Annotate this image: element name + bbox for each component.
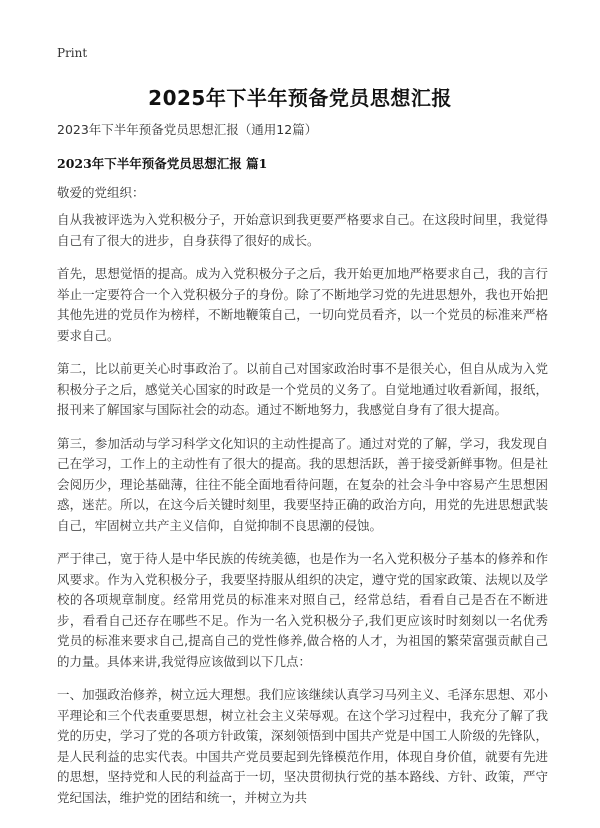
body-text [57,210,548,821]
section-heading: 2023年下半年预备党员思想汇报 篇1 [57,156,268,171]
salutation: 敬爱的党组织： [57,185,145,200]
paragraph: 严于律己，宽于待人是中华民族的传统美德，也是作为一名入党积极分子基本的修养和作风要求。作为入党积极分子，我要坚持服从组织的决定，遵守党的国家政策、法规以及学校的各项规章制度。经常用党员的标准来对照自己，经常总结，看看自己是否在不断进步，看看自己还存在哪些不足。作为一名入党积极分子,我们更应该时时刻刻以一名优秀党员的标准来要求自己,提高自己的党性修养,做合格的人才，为祖国的繁荣富强贡献自己的力量。具体来讲,我觉得应该做到以下几点： [57,551,548,669]
paragraph: 自从我被评选为入党积极分子，开始意识到我更要严格要求自己。在这段时间里，我觉得自己有了很大的进步，自身获得了很好的成长。 [57,212,548,248]
document-subtitle: 2023年下半年预备党员思想汇报（通用12篇） [57,122,318,137]
paragraph: 第二，比以前更关心时事政治了。以前自己对国家政治时事不是很关心，但自从成为入党积极分子之后，感觉关心国家的时政是一个党员的义务了。自觉地通过收看新闻，报纸，报刊来了解国家与国际社会的动态。通过不断地努力，我感觉自身有了很大提高。 [57,361,548,417]
print-link[interactable]: Print [57,46,88,60]
paragraph: 第三，参加活动与学习科学文化知识的主动性提高了。通过对党的了解，学习，我发现自己在学习，工作上的主动性有了很大的提高。我的思想活跃，善于接受新鲜事物。但是社会阅历少，理论基础薄，往往不能全面地看待问题，在复杂的社会斗争中容易产生思想困惑，迷茫。所以，在这今后关键时刻里，我要坚持正确的政治方向，用党的先进思想武装自己，牢固树立共产主义信仰，自觉抑制不良思潮的侵蚀。 [57,435,548,533]
paragraph: 首先，思想觉悟的提高。成为入党积极分子之后，我开始更加地严格要求自己，我的言行举止一定要符合一个入党积极分子的身份。除了不断地学习党的先进思想外，我也开始把其他先进的党员作为榜样，不断地鞭策自己，一切向党员看齐，以一个党员的标准来严格要求自己。 [57,266,548,343]
paragraph: 一、加强政治修养，树立远大理想。我们应该继续认真学习马列主义、毛泽东思想、邓小平理论和三个代表重要思想，树立社会主义荣辱观。在这个学习过程中，我充分了解了我党的历史，学习了党的各项方针政策，深刻领悟到中国共产党是中国工人阶级的先锋队，是人民利益的忠实代表。中国共产党员要起到先锋模范作用，体现自身价值，就要有先进的思想，坚持党和人民的利益高于一切，坚决贯彻执行党的基本路线、方针、政策，严守党纪国法，维护党的团结和统一，并树立为共 [57,687,548,805]
document-title: 2025年下半年预备党员思想汇报 [148,86,452,110]
